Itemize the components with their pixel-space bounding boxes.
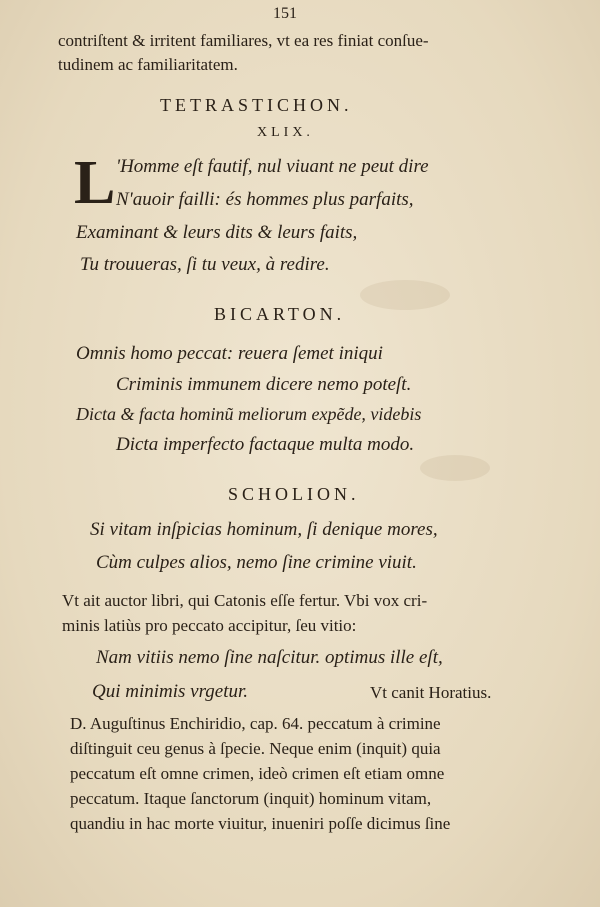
intro-line-1: contriſtent & irritent familiares, vt ea res finiat conſue-: [58, 31, 429, 50]
scholion-heading: SCHOLION.: [228, 484, 360, 504]
prose2-line-3: peccatum eſt omne crimen, ideò crimen eſt etiam omne: [70, 764, 445, 783]
tetrastichon-line-1: 'Homme eſt fautif, nul viuant ne peut dire: [116, 156, 429, 177]
tetrastichon-number: XLIX.: [257, 125, 314, 140]
tetrastichon-heading: TETRASTICHON.: [160, 95, 353, 115]
prose2-line-2: diſtinguit ceu genus à ſpecie. Neque enim (inquit) quia: [70, 739, 441, 758]
prose-line-2: minis latiùs pro peccato accipitur, ſeu vitio:: [62, 616, 357, 635]
intro-line-2: tudinem ac familiaritatem.: [58, 55, 238, 74]
tetrastichon-line-4: Tu trouueras, ſi tu veux, à redire.: [80, 254, 330, 275]
prose2-line-4: peccatum. Itaque ſanctorum (inquit) hominum vitam,: [70, 789, 432, 808]
scholion-verse-1: Si vitam inſpicias hominum, ſi denique mores,: [90, 519, 438, 540]
scholion-verse-2: Cùm culpes alios, nemo ſine crimine viuit.: [96, 552, 417, 573]
foxing-stain: [420, 455, 490, 481]
tetrastichon-line-3: Examinant & leurs dits & leurs faits,: [76, 222, 358, 243]
prose-line-1: Vt ait auctor libri, qui Catonis eſſe fertur. Vbi vox cri-: [62, 591, 428, 610]
bicarton-line-3: Dicta & facta hominũ meliorum expẽde, videbis: [76, 404, 422, 424]
bicarton-heading: BICARTON.: [214, 304, 346, 324]
prose2-line-5: quandiu in hac morte viuitur, inueniri poſſe dicimus ſine: [70, 814, 451, 833]
drop-cap: L: [74, 149, 116, 217]
tetrastichon-line-2: N'auoir failli: és hommes plus parfaits,: [116, 189, 414, 210]
scholion-verse2-1: Nam vitiis nemo ſine naſcitur. optimus ille eſt,: [96, 647, 443, 668]
page-number: 151: [273, 5, 297, 22]
scholion-verse2-2: Qui minimis vrgetur.: [92, 681, 249, 702]
prose2-line-1: D. Auguſtinus Enchiridio, cap. 64. peccatum à crimine: [70, 714, 441, 733]
bicarton-line-4: Dicta imperfecto factaque multa modo.: [116, 434, 415, 455]
foxing-stain: [360, 280, 450, 310]
horace-attribution: Vt canit Horatius.: [370, 683, 492, 702]
bicarton-line-1: Omnis homo peccat: reuera ſemet iniqui: [76, 343, 383, 364]
bicarton-line-2: Criminis immunem dicere nemo poteſt.: [116, 374, 412, 395]
